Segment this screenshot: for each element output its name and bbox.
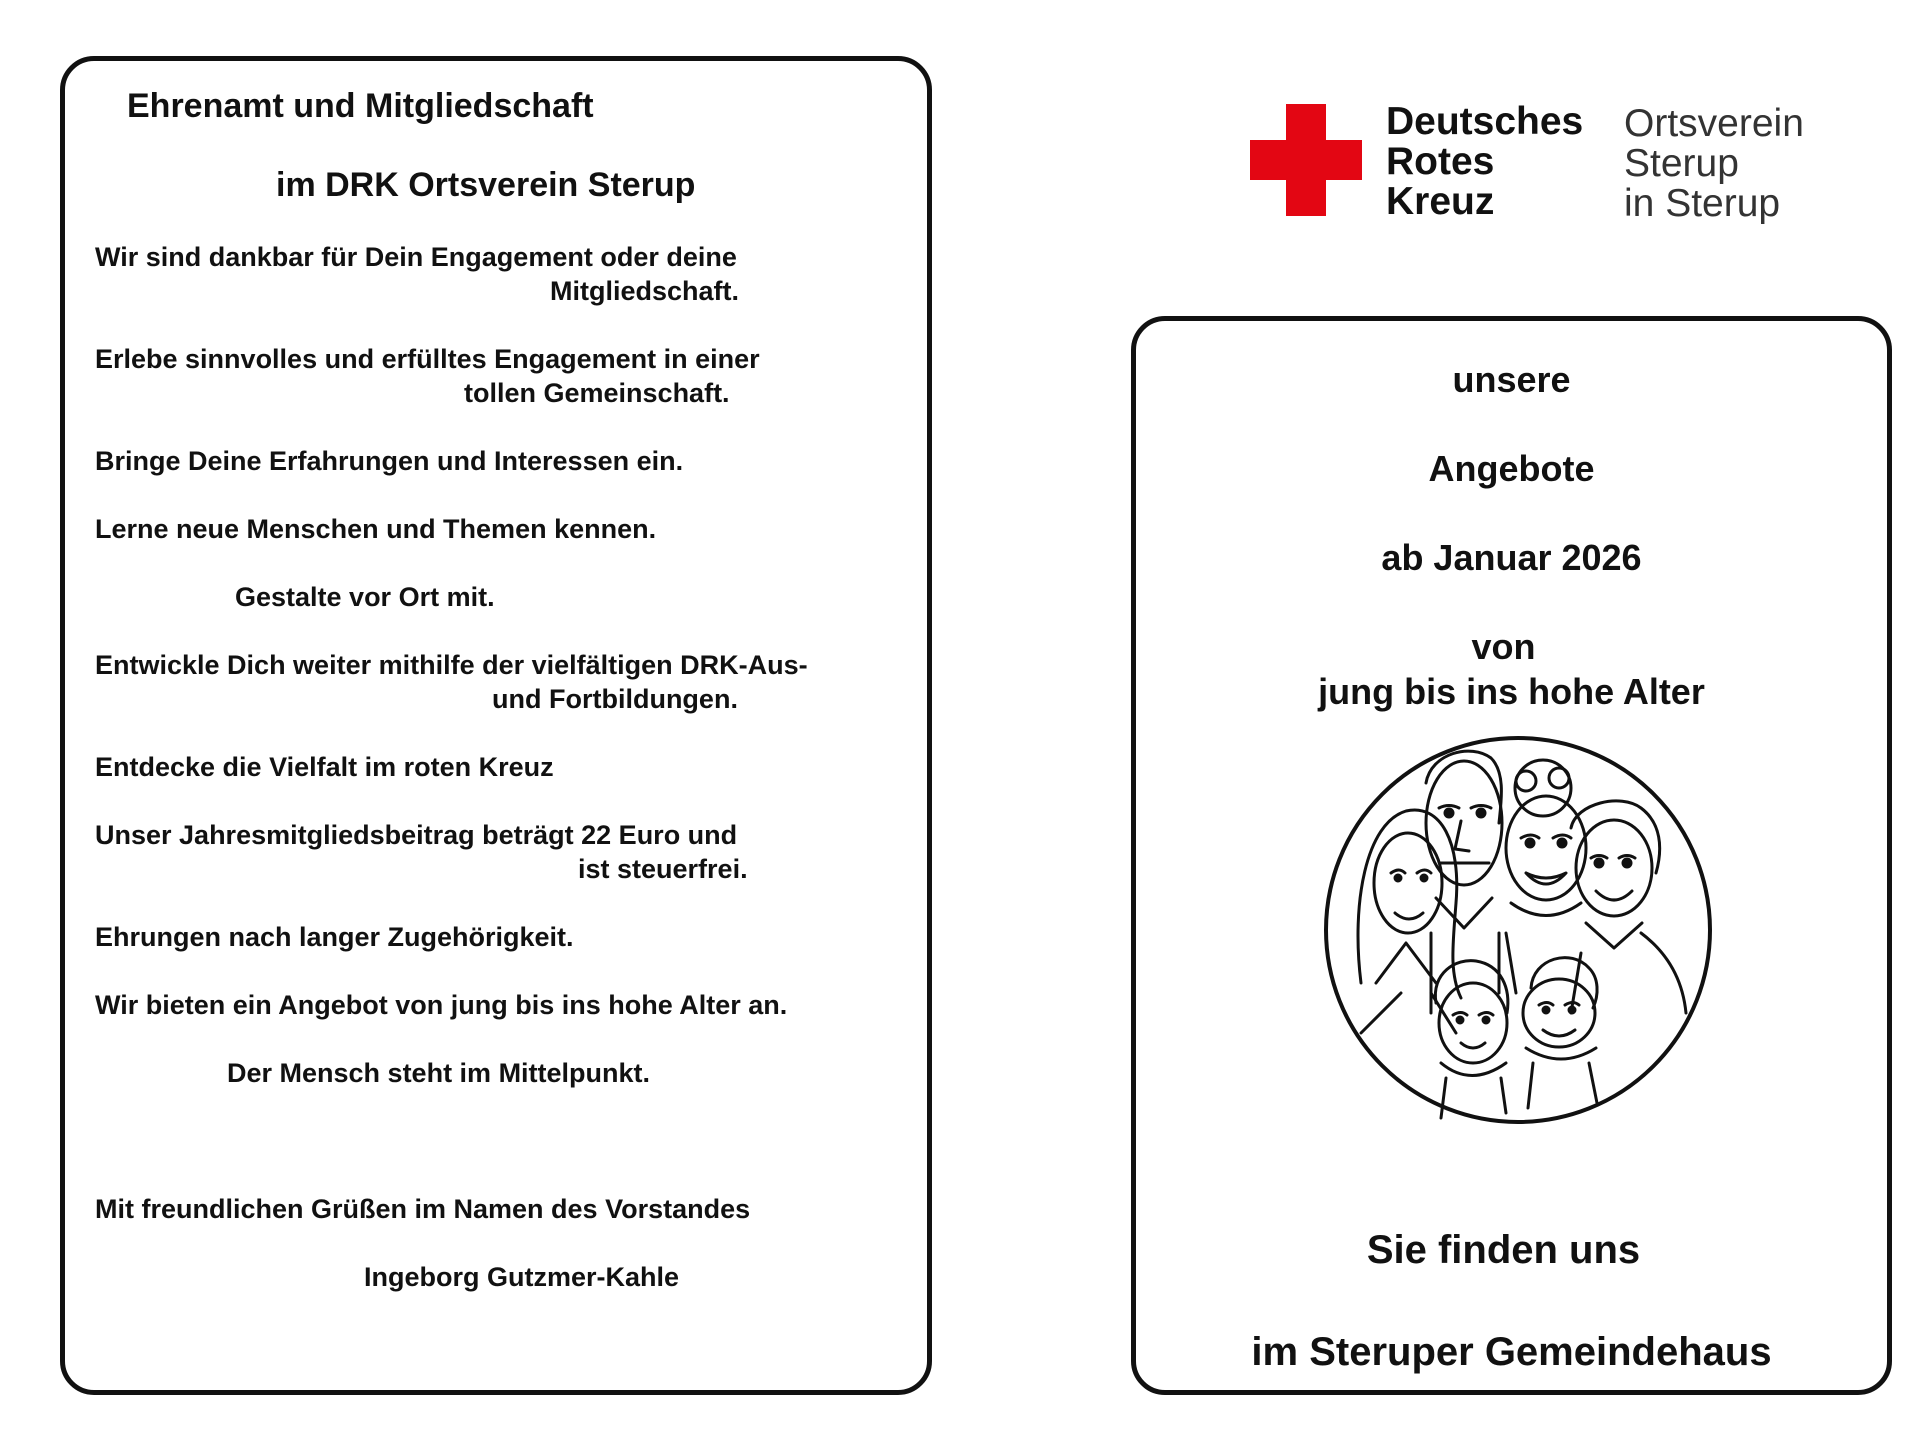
text-p5: Gestalte vor Ort mit. xyxy=(235,582,495,612)
text-p6-line2: und Fortbildungen. xyxy=(492,684,738,714)
text-p4: Lerne neue Menschen und Themen kennen. xyxy=(95,514,657,544)
location-line2: im Steruper Gemeindehaus xyxy=(1251,1330,1772,1374)
offers-line3: ab Januar 2026 xyxy=(1381,537,1642,578)
logo-org-line1: Deutsches xyxy=(1386,100,1584,143)
offers-line2: Angebote xyxy=(1428,448,1595,489)
offers-line5: jung bis ins hohe Alter xyxy=(1318,671,1705,712)
text-p3: Bringe Deine Erfahrungen und Interessen ein. xyxy=(95,446,684,476)
red-cross-icon xyxy=(1250,104,1362,216)
drk-logo xyxy=(1250,100,1850,230)
logo-local-line1: Ortsverein xyxy=(1624,102,1804,145)
text-p2-line1: Erlebe sinnvolles und erfülltes Engagement in einer xyxy=(95,344,760,374)
text-p8-line1: Unser Jahresmitgliedsbeitrag beträgt 22 Euro und xyxy=(95,820,738,850)
text-p11: Der Mensch steht im Mittelpunkt. xyxy=(227,1058,651,1088)
text-p1-line1: Wir sind dankbar für Dein Engagement oder deine xyxy=(95,242,737,272)
location-line1: Sie finden uns xyxy=(1366,1228,1641,1272)
logo-local-line2: Sterup xyxy=(1624,142,1739,185)
text-p2-line2: tollen Gemeinschaft. xyxy=(464,378,730,408)
logo-local-line3: in Sterup xyxy=(1624,182,1781,225)
text-p6-line1: Entwickle Dich weiter mithilfe der vielfältigen DRK-Aus- xyxy=(95,650,808,680)
text-p10: Wir bieten ein Angebot von jung bis ins hohe Alter an. xyxy=(95,990,788,1020)
family-drawing-icon xyxy=(1321,733,1715,1127)
offers-line4: von xyxy=(1471,626,1536,667)
text-p8-line2: ist steuerfrei. xyxy=(578,854,748,884)
text-p9: Ehrungen nach langer Zugehörigkeit. xyxy=(95,922,574,952)
offers-panel xyxy=(1131,316,1892,1395)
text-p7: Entdecke die Vielfalt im roten Kreuz xyxy=(95,752,554,782)
offers-line1: unsere xyxy=(1452,359,1571,400)
membership-title-line2: im DRK Ortsverein Sterup xyxy=(276,166,696,204)
signature: Ingeborg Gutzmer-Kahle xyxy=(364,1262,680,1292)
membership-title-line1: Ehrenamt und Mitgliedschaft xyxy=(127,87,594,125)
closing-text: Mit freundlichen Grüßen im Namen des Vorstandes xyxy=(95,1194,751,1224)
logo-org-line3: Kreuz xyxy=(1386,180,1495,223)
membership-panel xyxy=(60,56,932,1395)
text-p1-line2: Mitgliedschaft. xyxy=(550,276,740,306)
logo-org-line2: Rotes xyxy=(1386,140,1495,183)
